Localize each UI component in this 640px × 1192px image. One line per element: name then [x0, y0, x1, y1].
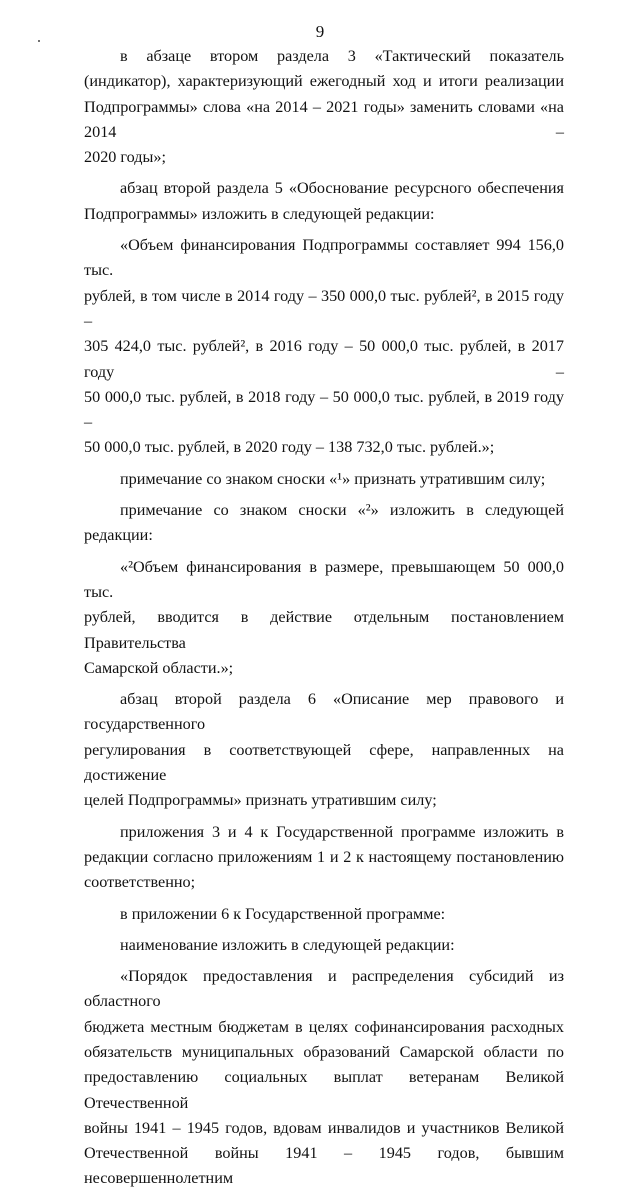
paragraph-line: Подпрограммы» изложить в следующей редакции:	[84, 204, 435, 223]
paragraph-line: 50 000,0 тыс. рублей, в 2020 году – 138 732,0 тыс. рублей.»;	[84, 438, 495, 457]
paragraph	[84, 233, 564, 461]
document-body	[84, 44, 564, 1192]
paragraph-line: Подпрограммы» слова «на 2014 – 2021 годы» заменить словами «на 2014 –	[84, 97, 564, 141]
paragraph-line: рублей, вводится в действие отдельным постановлением Правительства	[84, 608, 564, 652]
paragraph-line: абзац второй раздела 6 «Описание мер правового и государственного	[84, 690, 564, 734]
paragraph	[84, 467, 564, 492]
paragraph-line: 50 000,0 тыс. рублей, в 2018 году – 50 000,0 тыс. рублей, в 2019 году –	[84, 387, 564, 432]
paragraph-line: «²Объем финансирования в размере, превышающем 50 000,0 тыс.	[84, 557, 564, 601]
paragraph-line: в приложении 6 к Государственной программе:	[120, 904, 446, 923]
paragraph	[84, 44, 564, 170]
scan-speck	[38, 40, 40, 42]
paragraph-line: 305 424,0 тыс. рублей², в 2016 году – 50 000,0 тыс. рублей, в 2017 году –	[84, 337, 564, 381]
paragraph	[84, 933, 564, 958]
paragraph-line: Отечественной войны 1941 – 1945 годов, бывшим несовершеннолетним	[84, 1144, 564, 1188]
paragraph-line: приложения 3 и 4 к Государственной программе изложить в	[120, 822, 564, 841]
paragraph	[84, 555, 564, 681]
paragraph-line: примечание со знаком сноски «²» изложить в следующей редакции:	[84, 501, 564, 545]
paragraph-line: редакции согласно приложениям 1 и 2 к настоящему постановлению	[84, 847, 564, 866]
paragraph	[84, 687, 564, 813]
paragraph-line: рублей, в том числе в 2014 году – 350 000,0 тыс. рублей², в 2015 году –	[84, 286, 564, 330]
paragraph	[84, 176, 564, 227]
paragraph-line: в абзаце втором раздела 3 «Тактический показатель	[120, 47, 564, 65]
paragraph	[84, 902, 564, 927]
paragraph-line: (индикатор), характеризующий ежегодный ход и итоги реализации	[84, 72, 564, 91]
paragraph-line: соответственно;	[84, 873, 196, 892]
paragraph	[84, 964, 564, 1192]
paragraph-line: предоставлению социальных выплат ветеранам Великой Отечественной	[84, 1068, 564, 1112]
paragraph-line: абзац второй раздела 5 «Обоснование ресурсного обеспечения	[120, 179, 564, 198]
paragraph-line: наименование изложить в следующей редакции:	[120, 935, 455, 954]
paragraph	[84, 820, 564, 896]
paragraph-line: целей Подпрограммы» признать утратившим силу;	[84, 791, 437, 810]
paragraph-line: обязательств муниципальных образований Самарской области по	[84, 1042, 564, 1061]
paragraph	[84, 498, 564, 549]
paragraph-line: «Порядок предоставления и распределения субсидий из областного	[84, 967, 564, 1011]
paragraph-line: примечание со знаком сноски «¹» признать утратившим силу;	[120, 469, 546, 488]
paragraph-line: Самарской области.»;	[84, 658, 234, 677]
paragraph-line: войны 1941 – 1945 годов, вдовам инвалидов и участников Великой	[84, 1118, 564, 1137]
paragraph-line: регулирования в соответствующей сфере, направленных на достижение	[84, 740, 564, 785]
paragraph-line: бюджета местным бюджетам в целях софинансирования расходных	[84, 1017, 564, 1036]
page-number: 9	[315, 22, 325, 41]
paragraph-line: 2020 годы»;	[84, 148, 166, 167]
paragraph-line: «Объем финансирования Подпрограммы составляет 994 156,0 тыс.	[84, 236, 564, 280]
